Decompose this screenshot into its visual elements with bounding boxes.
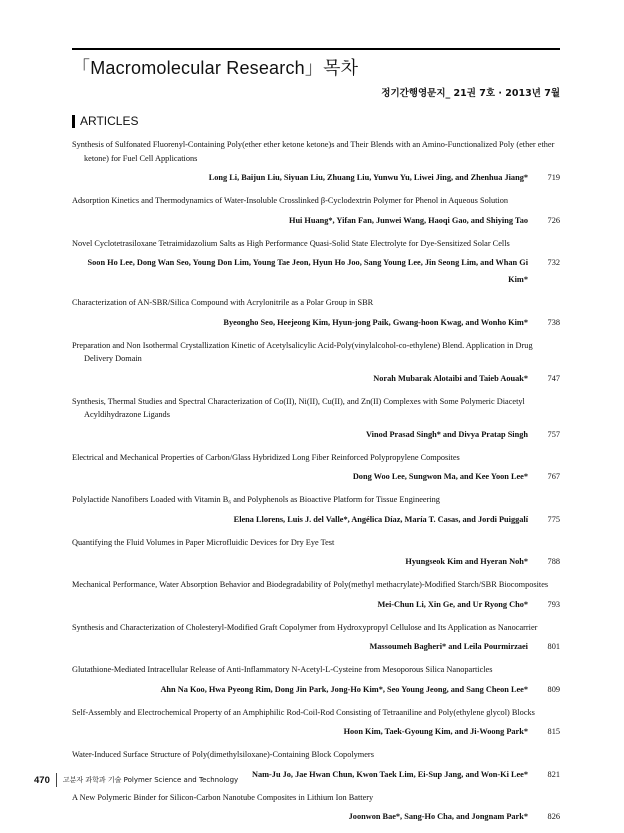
article-page: 726	[547, 215, 560, 225]
article-meta	[72, 254, 560, 288]
page-footer	[34, 773, 238, 787]
article-page: 788	[547, 557, 560, 566]
section-label: ARTICLES	[80, 114, 139, 128]
article-page: 821	[547, 769, 560, 779]
article-entry	[72, 706, 560, 741]
article-meta	[72, 212, 560, 229]
article-title: Preparation and Non Isothermal Crystallization Kinetic of Acetylsalicylic Acid-Poly(vinylalcohol-co-ethylene) Blend. Application in Drug Delivery Domain	[72, 340, 533, 363]
article-authors: Long Li, Baijun Liu, Siyuan Liu, Zhuang Liu, Yunwu Yu, Liwei Jing, and Zhenhua Jiang*	[208, 173, 528, 182]
article-meta	[72, 314, 560, 331]
article-authors: Ahn Na Koo, Hwa Pyeong Rim, Dong Jin Park, Jong-Ho Kim*, Seo Young Jeong, and Sang Cheon Lee*	[160, 684, 528, 694]
article-title: Synthesis, Thermal Studies and Spectral Characterization of Co(II), Ni(II), Cu(II), and Zn(II) Complexes with Some Polymeric Diacetyl Acyldihydrazone Ligands	[72, 396, 525, 419]
article-title: Mechanical Performance, Water Absorption Behavior and Biodegradability of Poly(methyl methacrylate)-Modified Starch/SBR Biocomposites	[72, 580, 549, 589]
article-entry	[72, 237, 560, 289]
article-entry	[72, 138, 560, 186]
article-authors: Soon Ho Lee, Dong Wan Seo, Young Don Lim, Young Tae Jeon, Hyun Ho Joo, Sang Young Lee, Jin Seong Lim, and Whan Gi Kim*	[87, 258, 528, 284]
article-title: Electrical and Mechanical Properties of Carbon/Glass Hybridized Long Fiber Reinforced Polypropylene Composites	[72, 452, 460, 462]
article-authors: Nam-Ju Jo, Jae Hwan Chun, Kwon Taek Lim, Ei-Sup Jang, and Won-Ki Lee*	[251, 769, 528, 779]
article-entry	[72, 536, 560, 571]
article-meta	[72, 370, 560, 387]
article-authors: Elena Llorens, Luis J. del Valle*, Angélica Díaz, María T. Casas, and Jordi Puiggalí	[233, 514, 528, 524]
article-page: 815	[547, 727, 560, 736]
article-page: 767	[547, 472, 560, 481]
article-authors: Joonwon Bae*, Sang-Ho Cha, and Jongnam Park*	[348, 812, 528, 821]
article-authors: Byeongho Seo, Heejeong Kim, Hyun-jong Paik, Gwang-hoon Kwag, and Wonho Kim*	[223, 317, 528, 327]
article-authors: Norah Mubarak Alotaibi and Taieb Aouak*	[373, 373, 528, 383]
section-marker	[72, 115, 75, 128]
article-title: Characterization of AN-SBR/Silica Compound with Acrylonitrile as a Polar Group in SBR	[72, 298, 374, 307]
article-page: 732	[547, 258, 560, 267]
article-list	[72, 138, 560, 833]
article-title: Self-Assembly and Electrochemical Property of an Amphiphilic Rod-Coil-Rod Consisting of Tetraaniline and Poly(ethylene glycol) Blocks	[72, 707, 535, 717]
article-entry	[72, 296, 560, 331]
article-page: 738	[547, 317, 560, 327]
article-authors: Vinod Prasad Singh* and Divya Pratap Singh	[366, 429, 528, 439]
article-title: A New Polymeric Binder for Silicon-Carbon Nanotube Composites in Lithium Ion Battery	[72, 792, 374, 802]
article-entry	[72, 493, 560, 528]
article-page: 775	[547, 514, 560, 524]
article-title: Adsorption Kinetics and Thermodynamics of Water-Insoluble Crosslinked β-Cyclodextrin Polymer for Phenol in Aqueous Solution	[72, 196, 509, 205]
article-page: 757	[547, 429, 560, 439]
section-heading	[72, 114, 138, 128]
article-title: Polylactide Nanofibers Loaded with Vitamin B₆ and Polyphenols as Bioactive Platform for Tissue Engineering	[72, 495, 440, 504]
issue-info: 정기간행영문지_ 21권 7호 · 2013년 7월	[381, 88, 560, 99]
article-page: 809	[547, 684, 560, 694]
article-entry	[72, 578, 560, 613]
article-entry	[72, 339, 560, 387]
article-title: Quantifying the Fluid Volumes in Paper Microfluidic Devices for Dry Eye Test	[72, 537, 335, 547]
article-authors: Dong Woo Lee, Sungwon Ma, and Kee Yoon Lee*	[352, 472, 528, 481]
footer-divider	[56, 773, 57, 787]
article-authors: Hyungseok Kim and Hyeran Noh*	[405, 557, 528, 566]
article-meta	[72, 681, 560, 698]
article-title: Glutathione-Mediated Intracellular Release of Anti-Inflammatory N-Acetyl-L-Cysteine from Mesoporous Silica Nanoparticles	[72, 665, 493, 674]
article-entry	[72, 791, 560, 826]
article-meta	[72, 511, 560, 528]
page-title: 「Macromolecular Research」목차	[72, 58, 359, 78]
article-meta	[72, 426, 560, 443]
article-meta	[72, 596, 560, 613]
article-authors: Hoon Kim, Taek-Gyoung Kim, and Ji-Woong Park*	[343, 727, 528, 736]
article-meta	[72, 553, 560, 570]
article-page: 747	[547, 373, 560, 383]
article-page: 801	[547, 642, 560, 651]
article-meta	[72, 468, 560, 485]
article-authors: Massoumeh Bagheri* and Leila Pourmirzaei	[369, 642, 528, 651]
article-title: Novel Cyclotetrasiloxane Tetraimidazolium Salts as High Performance Quasi-Solid State Electrolyte for Dye-Sensitized Solar Cells	[72, 238, 510, 248]
article-entry	[72, 451, 560, 486]
article-meta	[72, 638, 560, 655]
article-authors: Mei-Chun Li, Xin Ge, and Ur Ryong Cho*	[377, 599, 528, 609]
article-page: 793	[547, 599, 560, 609]
article-meta	[72, 723, 560, 740]
article-meta	[72, 169, 560, 186]
article-entry	[72, 194, 560, 229]
article-page: 826	[547, 812, 560, 821]
article-entry	[72, 395, 560, 443]
article-entry	[72, 621, 560, 656]
article-page: 719	[547, 173, 560, 182]
footer-journal: 고분자 과학과 기술 Polymer Science and Technology	[62, 776, 239, 784]
article-authors: Hui Huang*, Yifan Fan, Junwei Wang, Haoqi Gao, and Shiying Tao	[288, 215, 528, 225]
article-title: Synthesis and Characterization of Cholesteryl-Modified Graft Copolymer from Hydroxypropyl Cellulose and Its Application as Nanocarrier	[72, 622, 538, 632]
article-title: Synthesis of Sulfonated Fluorenyl-Containing Poly(ether ether ketone ketone)s and Their Blends with an Amino-Functionalized Poly (ether ether ketone) for Fuel Cell Applications	[72, 140, 555, 163]
footer-page-number: 470	[34, 774, 50, 786]
article-entry	[72, 663, 560, 698]
article-meta	[72, 808, 560, 825]
article-title: Water-Induced Surface Structure of Poly(dimethylsiloxane)-Containing Block Copolymers	[72, 750, 374, 759]
header-rule	[72, 48, 560, 50]
